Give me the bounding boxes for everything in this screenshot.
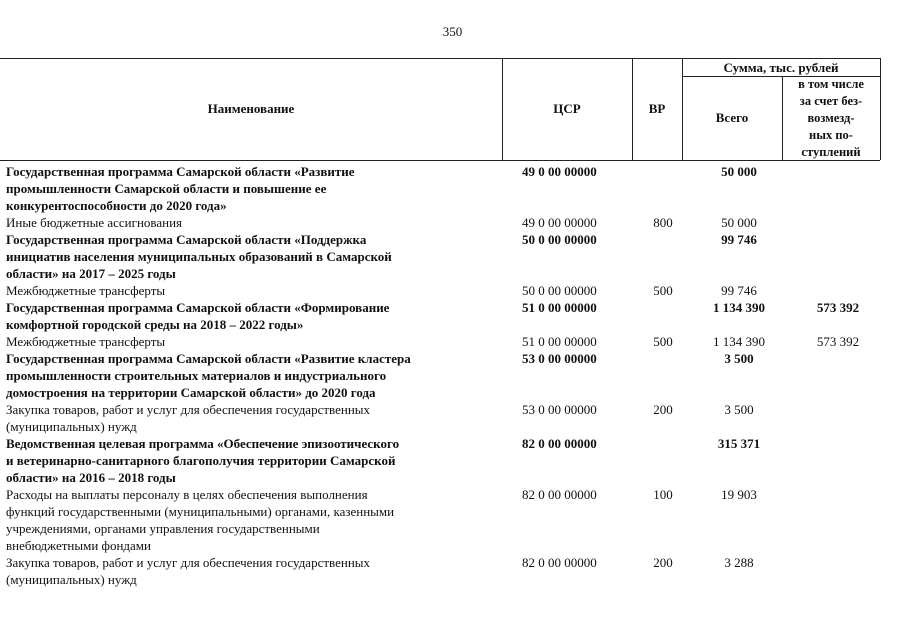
row-vr: 100 [653, 487, 673, 502]
row-csr: 49 0 00 00000 [522, 215, 597, 230]
row-total: 50 000 [721, 215, 757, 230]
table-row [6, 299, 886, 333]
table-row [6, 350, 886, 401]
row-name [6, 554, 501, 588]
row-vr: 800 [653, 215, 673, 230]
row-total: 19 903 [721, 487, 757, 502]
row-csr: 82 0 00 00000 [522, 555, 597, 570]
table-row [6, 231, 886, 282]
header-vr: ВР [648, 101, 666, 116]
row-name [6, 401, 501, 435]
row-vr: 200 [653, 402, 673, 417]
table-row [6, 163, 886, 214]
row-csr: 53 0 00 00000 [522, 351, 597, 366]
row-total: 3 500 [724, 402, 754, 417]
row-name-line: (муниципальных) нужд [6, 419, 137, 434]
row-total: 3 500 [724, 351, 754, 366]
header-total: Всего [715, 110, 749, 125]
row-name-line: Государственная программа Самарской области «Развитие кластера [6, 351, 411, 366]
row-name-line: Межбюджетные трансферты [6, 334, 166, 349]
row-name-line: учреждениями, органами управления государственными [6, 521, 320, 536]
row-total: 1 134 390 [713, 334, 765, 349]
table-row [6, 435, 886, 486]
row-vr: 200 [653, 555, 673, 570]
row-name-line: внебюджетными фондами [6, 538, 151, 553]
row-vr: 500 [653, 334, 673, 349]
row-total: 99 746 [721, 283, 757, 298]
row-name [6, 231, 501, 282]
row-total: 3 288 [724, 555, 754, 570]
header-grants-line: в том числе [798, 77, 864, 91]
header-csr: ЦСР [553, 101, 581, 116]
table-row [6, 486, 886, 554]
row-grants: 573 392 [816, 334, 860, 349]
row-csr: 50 0 00 00000 [522, 232, 597, 247]
table-row [6, 214, 886, 231]
row-name-line: конкурентоспособности до 2020 года» [6, 198, 227, 213]
row-csr: 51 0 00 00000 [522, 300, 597, 315]
header-top-rule [0, 58, 880, 59]
page-number: 350 [442, 24, 463, 39]
row-name-line: и ветеринарно-санитарного благополучия территории Самарской [6, 453, 396, 468]
row-name-line: домостроения на территории Самарской области» до 2020 года [6, 385, 376, 400]
header-bottom-rule [0, 160, 880, 161]
row-name [6, 282, 501, 299]
row-csr: 51 0 00 00000 [522, 334, 597, 349]
row-total: 50 000 [721, 164, 757, 179]
header-col-divider-5 [880, 58, 881, 160]
row-name-line: Расходы на выплаты персоналу в целях обеспечения выполнения [6, 487, 368, 502]
row-name-line: комфортной городской среды на 2018 – 2022 годы» [6, 317, 304, 332]
row-name-line: Иные бюджетные ассигнования [6, 215, 183, 230]
row-name-line: промышленности строительных материалов и индустриального [6, 368, 387, 383]
header-grants-line: ных по- [809, 128, 853, 142]
table-row [6, 554, 886, 588]
header-grants-line: возмезд- [807, 111, 855, 125]
row-name-line: Межбюджетные трансферты [6, 283, 166, 298]
row-name-line: Ведомственная целевая программа «Обеспечение эпизоотического [6, 436, 400, 451]
row-name-line: функций государственными (муниципальными) органами, казенными [6, 504, 395, 519]
row-csr: 82 0 00 00000 [522, 436, 597, 451]
row-csr: 50 0 00 00000 [522, 283, 597, 298]
header-grants-line: за счет без- [799, 94, 863, 108]
table-row [6, 333, 886, 350]
row-grants: 573 392 [816, 300, 860, 315]
row-name [6, 486, 501, 554]
row-name-line: Государственная программа Самарской области «Развитие [6, 164, 355, 179]
row-total: 315 371 [717, 436, 761, 451]
table-row [6, 282, 886, 299]
row-name [6, 350, 501, 401]
row-csr: 53 0 00 00000 [522, 402, 597, 417]
row-csr: 82 0 00 00000 [522, 487, 597, 502]
row-vr: 500 [653, 283, 673, 298]
row-csr: 49 0 00 00000 [522, 164, 597, 179]
row-name-line: Государственная программа Самарской области «Поддержка [6, 232, 367, 247]
header-name: Наименование [207, 101, 295, 116]
row-name-line: (муниципальных) нужд [6, 572, 137, 587]
row-name-line: Государственная программа Самарской области «Формирование [6, 300, 390, 315]
row-name [6, 333, 501, 350]
row-name [6, 435, 501, 486]
row-total: 1 134 390 [713, 300, 765, 315]
table-row [6, 401, 886, 435]
row-name-line: инициатив населения муниципальных образований в Самарской [6, 249, 392, 264]
header-sum: Сумма, тыс. рублей [723, 60, 839, 75]
row-name [6, 299, 501, 333]
row-name [6, 214, 501, 231]
header-grants [782, 76, 880, 161]
row-name-line: области» на 2016 – 2018 годы [6, 470, 176, 485]
row-total: 99 746 [721, 232, 757, 247]
header-grants-line: ступлений [801, 145, 861, 159]
row-name [6, 163, 501, 214]
row-name-line: промышленности Самарской области и повышение ее [6, 181, 327, 196]
row-name-line: области» на 2017 – 2025 годы [6, 266, 176, 281]
row-name-line: Закупка товаров, работ и услуг для обеспечения государственных [6, 402, 371, 417]
row-name-line: Закупка товаров, работ и услуг для обеспечения государственных [6, 555, 371, 570]
